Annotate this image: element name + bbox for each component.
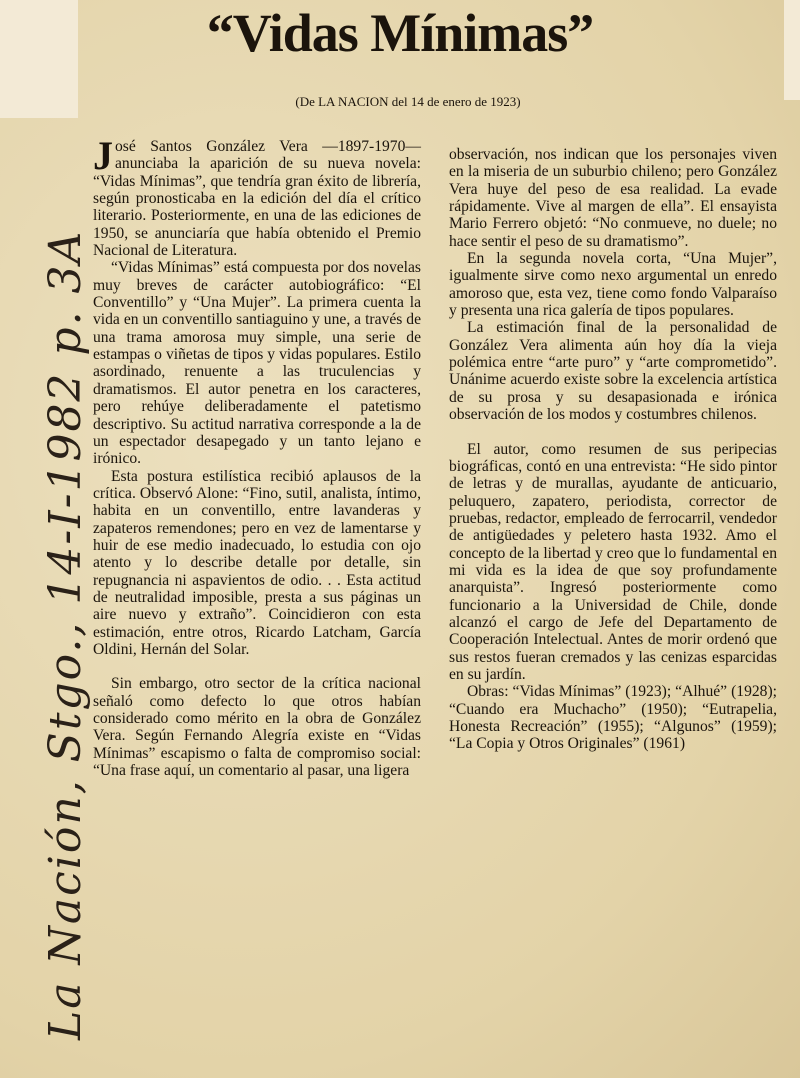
article-paragraph: En la segunda novela corta, “Una Mujer”, igualmente sirve como nexo argumental un enredo amoroso que, esta vez, tiene como fondo Valparaíso y presenta una rica galería de tipos populares. (449, 250, 777, 320)
article-column-left (93, 133, 421, 780)
article-source-line: (De LA NACION del 14 de enero de 1923) (295, 94, 521, 109)
handwritten-annotation: La Nación, Stgo., 14-I-1982 p. 3A (40, 229, 91, 1040)
article-column-right (449, 146, 777, 753)
article-paragraph: observación, nos indican que los personajes viven en la miseria de un suburbio chileno; pero González Vera huye del peso de esa realidad. La evade rápidamente. Vive al margen de ella”. El ensayista Mario Ferrero objetó: “No conmueve, no duele; no hace sentir el peso de su dramatismo”. (449, 146, 777, 250)
article-title: “Vidas Mínimas” (206, 3, 594, 63)
article-paragraph: El autor, como resumen de sus peripecias biográficas, contó en una entrevista: “He sido pintor de letras y de murallas, ayudante de anticuario, peluquero, zapatero, periodista, corrector de pruebas, redactor, empleado de ferrocarril, vendedor de antigüedades y peletero hasta 1932. Amo el concepto de la libertad y creo que lo fundamental en mi vida es la idea de que soy profundamente anarquista”. Ingresó posteriormente como funcionario a la Universidad de Chile, donde alcanzó el cargo de Jefe del Departamento de Cooperación Intelectual. Antes de morir ordenó que sus restos fueran cremados y las cenizas esparcidas en su jardín. (449, 440, 777, 683)
article-paragraph (93, 133, 421, 260)
article-paragraph: La estimación final de la personalidad de González Vera alimenta aún hoy día la vieja polémica entre “arte puro” y “arte comprometido”. Unánime acuerdo existe sobre la excelencia artística de su prosa y su desapasionada e irónica observación de los modos y costumbres chilenos. (449, 319, 777, 424)
drop-cap: J (93, 133, 113, 178)
paragraph-text: osé Santos González Vera —1897-1970— anunciaba la aparición de su nueva novela: “Vidas Mínimas”, que tendría gran éxito de librería, según pronosticaba en la edición del día el crítico literario. Posteriormente, en una de las ediciones de 1950, se anunciaría que había obtenido el Premio Nacional de Literatura. (93, 138, 421, 260)
article-paragraph: “Vidas Mínimas” está compuesta por dos novelas muy breves de carácter autobiográfico: “El Conventillo” y “Una Mujer”. La primera cuenta la vida en un conventillo santiaguino y une, a través de una trama amorosa muy simple, una serie de estampas o viñetas de tipos y vidas populares. Estilo asordinado, renuente a las truculencias y dramatismos. El autor penetra en los caracteres, pero rehúye deliberadamente el patetismo descriptivo. Su actitud narrativa corresponde a la de un espectador desapegado y un tanto lejano e irónico. (93, 259, 421, 468)
article-paragraph: Obras: “Vidas Mínimas” (1923); “Alhué” (1928); “Cuando era Muchacho” (1950); “Eutrapelia, Honesta Recreación” (1955); “Algunos” (1959); “La Copia y Otros Originales” (1961) (449, 683, 777, 753)
article-paragraph: Sin embargo, otro sector de la crítica nacional señaló como defecto lo que otros habían considerado como mérito en la obra de González Vera. Según Fernando Alegría existe en “Vidas Mínimas” escapismo o falta de compromiso social: “Una frase aquí, un comentario al pasar, una ligera (93, 675, 421, 780)
article-paragraph: Esta postura estilística recibió aplausos de la crítica. Observó Alone: “Fino, sutil, analista, íntimo, habita en un conventillo, entre lavanderas y zapateros remendones; pero en vez de lamentarse y huir de ese medio inadecuado, lo estudia con ojo atento y lo describe detalle por detalle, sin repugnancia ni aspavientos de odio. . . Esta actitud de neutralidad imposible, presta a sus páginas un aire nuevo y extraño”. Coincidieron con esta estimación, entre otros, Ricardo Latcham, García Oldini, Hernán del Solar. (93, 467, 421, 658)
